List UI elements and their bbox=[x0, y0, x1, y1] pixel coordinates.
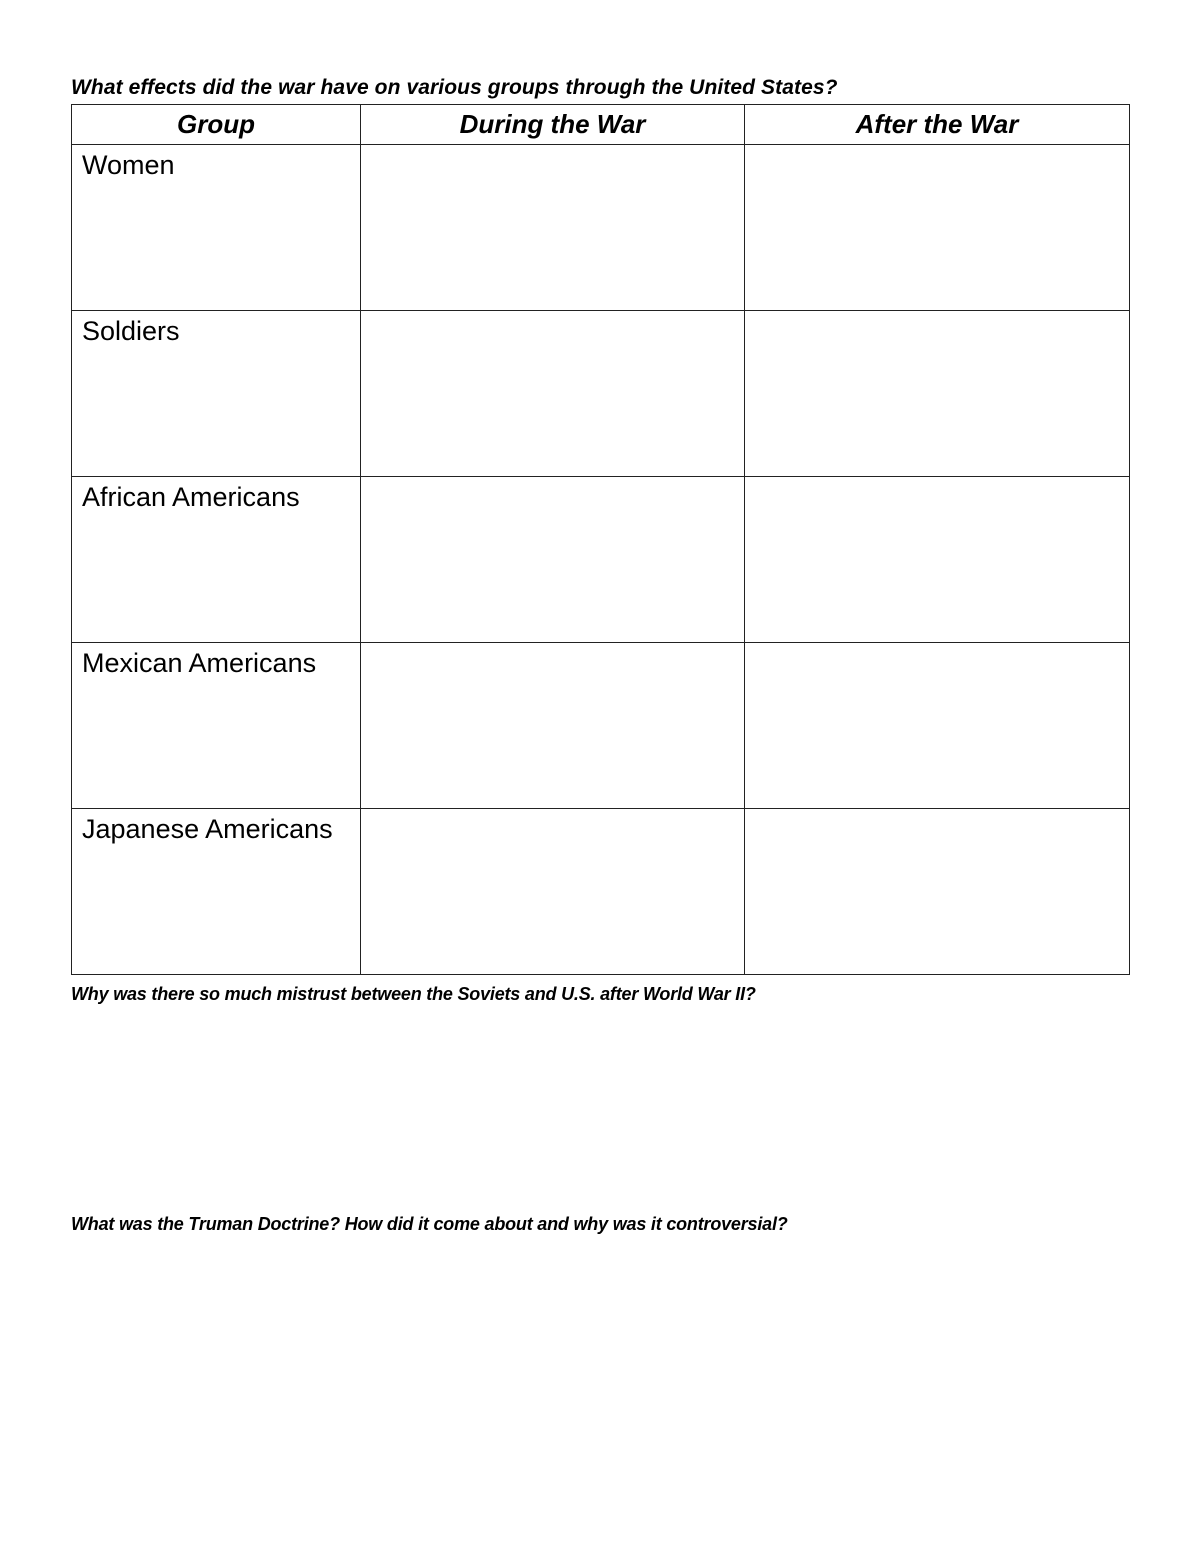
after-the-war-answer-cell[interactable] bbox=[745, 477, 1130, 643]
during-the-war-answer-cell[interactable] bbox=[361, 809, 745, 975]
during-the-war-answer-cell[interactable] bbox=[361, 477, 745, 643]
during-the-war-answer-cell[interactable] bbox=[361, 145, 745, 311]
group-cell bbox=[72, 311, 361, 477]
table-row bbox=[72, 311, 1130, 477]
group-label: Soldiers bbox=[82, 316, 180, 346]
header-during-the-war: During the War bbox=[361, 105, 745, 145]
table-header-row bbox=[72, 105, 1130, 145]
question-truman-doctrine: What was the Truman Doctrine? How did it come about and why was it controversial? bbox=[71, 1214, 788, 1234]
group-cell bbox=[72, 643, 361, 809]
header-group: Group bbox=[72, 105, 361, 145]
group-cell bbox=[72, 477, 361, 643]
during-the-war-answer-cell[interactable] bbox=[361, 643, 745, 809]
after-the-war-answer-cell[interactable] bbox=[745, 643, 1130, 809]
question-soviet-us-mistrust: Why was there so much mistrust between the Soviets and U.S. after World War II? bbox=[71, 984, 756, 1004]
table-row bbox=[72, 643, 1130, 809]
during-the-war-answer-cell[interactable] bbox=[361, 311, 745, 477]
group-label: Mexican Americans bbox=[82, 648, 317, 678]
group-label: Japanese Americans bbox=[82, 814, 333, 844]
table-row bbox=[72, 477, 1130, 643]
table-row bbox=[72, 145, 1130, 311]
group-label: Women bbox=[82, 150, 175, 180]
after-the-war-answer-cell[interactable] bbox=[745, 809, 1130, 975]
after-the-war-answer-cell[interactable] bbox=[745, 145, 1130, 311]
table-row bbox=[72, 809, 1130, 975]
war-effects-table bbox=[71, 104, 1130, 975]
after-the-war-answer-cell[interactable] bbox=[745, 311, 1130, 477]
group-label: African Americans bbox=[82, 482, 300, 512]
group-cell bbox=[72, 809, 361, 975]
header-after-the-war: After the War bbox=[745, 105, 1130, 145]
group-cell bbox=[72, 145, 361, 311]
question-war-effects: What effects did the war have on various groups through the United States? bbox=[71, 76, 838, 99]
